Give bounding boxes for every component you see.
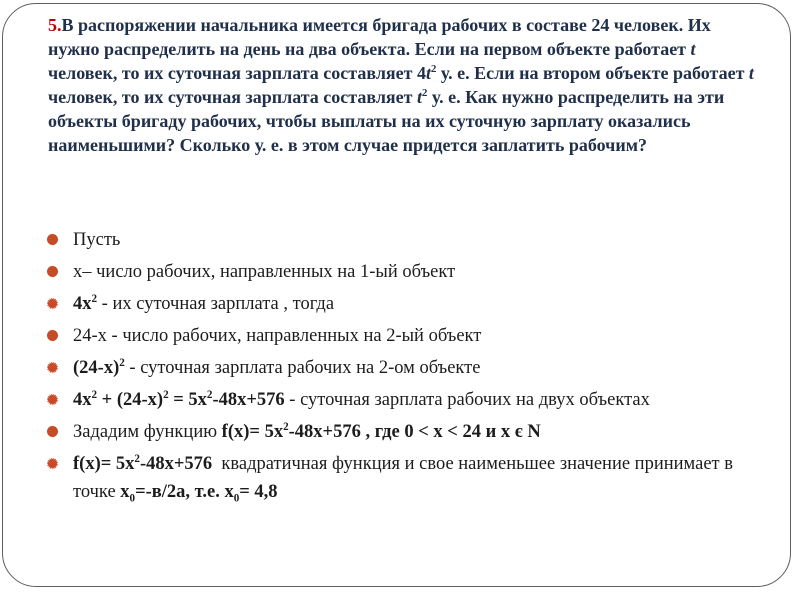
text-run: х– число рабочих, направленных на 1-ый объект <box>73 262 456 282</box>
text-run: 2 <box>91 292 98 305</box>
text-run: 0 <box>233 492 240 505</box>
list-item-text <box>73 390 650 410</box>
list-item <box>46 322 760 350</box>
bullet-icon <box>47 266 58 277</box>
bullet-icon <box>47 394 58 405</box>
list-item <box>46 450 760 506</box>
text-run: у. е. Если на втором объекте работает <box>436 63 749 83</box>
text-run: у. е. Как нужно распределить на эти объекты бригаду рабочих, чтобы выплаты на их суточную зарплату оказались наименьшими? Сколько у. е. в этом случае придется заплатить рабочим? <box>48 87 725 155</box>
text-run: - суточная зарплата рабочих на 2-ом объекте <box>124 358 481 378</box>
text-run: = 4,8 <box>239 482 278 502</box>
text-run: + (24-x) <box>97 390 164 410</box>
text-run: 2 <box>163 388 169 401</box>
bullet-icon <box>47 426 58 437</box>
text-run: (24-x) <box>73 358 120 378</box>
text-run: человек, то их суточная зарплата составляет <box>48 87 417 107</box>
text-run: 2 <box>431 63 437 75</box>
text-run: Зададим функцию <box>73 422 222 442</box>
list-item <box>46 354 760 382</box>
list-item-text <box>73 262 455 282</box>
bullet-icon <box>47 362 58 373</box>
list-item <box>46 386 760 414</box>
text-run: =-в/2а, т.е. x <box>135 482 234 502</box>
text-run: 2 <box>119 356 125 369</box>
text-run: 4x <box>73 390 92 410</box>
text-run: 2 <box>206 388 213 401</box>
list-item <box>46 290 760 318</box>
list-item-text <box>73 422 541 442</box>
text-run: - суточная зарплата рабочих на двух объектах <box>284 390 650 410</box>
list-item-text <box>73 230 120 250</box>
text-run: 0 <box>129 492 136 505</box>
text-run: -48x+576 <box>139 454 213 474</box>
text-run: = 5x <box>168 390 207 410</box>
text-run: В распоряжении начальника имеется бригада рабочих в составе 24 человек. Их нужно распределить на день на два объекта. Если на первом объекте работает <box>48 15 711 59</box>
text-run: -48x+576 , где 0 < x < 24 и х є N <box>288 422 541 442</box>
list-item-text <box>73 294 334 314</box>
text-run: -48x+576 <box>212 390 285 410</box>
text-run: 2 <box>422 87 428 99</box>
text-run: - их суточная зарплата , тогда <box>97 294 335 314</box>
list-item <box>46 226 760 254</box>
text-run: t <box>690 39 696 59</box>
text-run: f(x)= 5x <box>221 422 284 442</box>
text-run: 2 <box>91 388 98 401</box>
text-run: 5. <box>48 15 62 35</box>
problem-statement <box>48 13 756 157</box>
text-run: x <box>120 482 130 502</box>
text-run: f(x)= 5x <box>73 454 135 474</box>
text-run: Пусть <box>73 230 121 250</box>
list-item <box>46 418 760 446</box>
text-run: 24-x - число рабочих, направленных на 2-ый объект <box>73 326 482 346</box>
text-run: t <box>748 63 754 83</box>
list-item <box>46 258 760 286</box>
list-item-text <box>73 358 480 378</box>
bullet-icon <box>47 234 58 245</box>
list-item-text <box>73 326 481 346</box>
bullet-icon <box>47 458 58 469</box>
text-run: человек, то их суточная зарплата составляет 4 <box>48 63 426 83</box>
text-run: t <box>417 87 423 107</box>
list-item-text <box>73 452 733 505</box>
text-run: 4x <box>73 294 92 314</box>
text-run: t <box>426 63 432 83</box>
solution-list <box>46 226 760 510</box>
text-run: 2 <box>283 420 289 433</box>
text-run: 2 <box>134 452 140 465</box>
bullet-icon <box>47 298 58 309</box>
bullet-icon <box>47 330 58 341</box>
text-run: квадратичная функция и свое наименьшее значение принимает в точке <box>73 454 733 502</box>
